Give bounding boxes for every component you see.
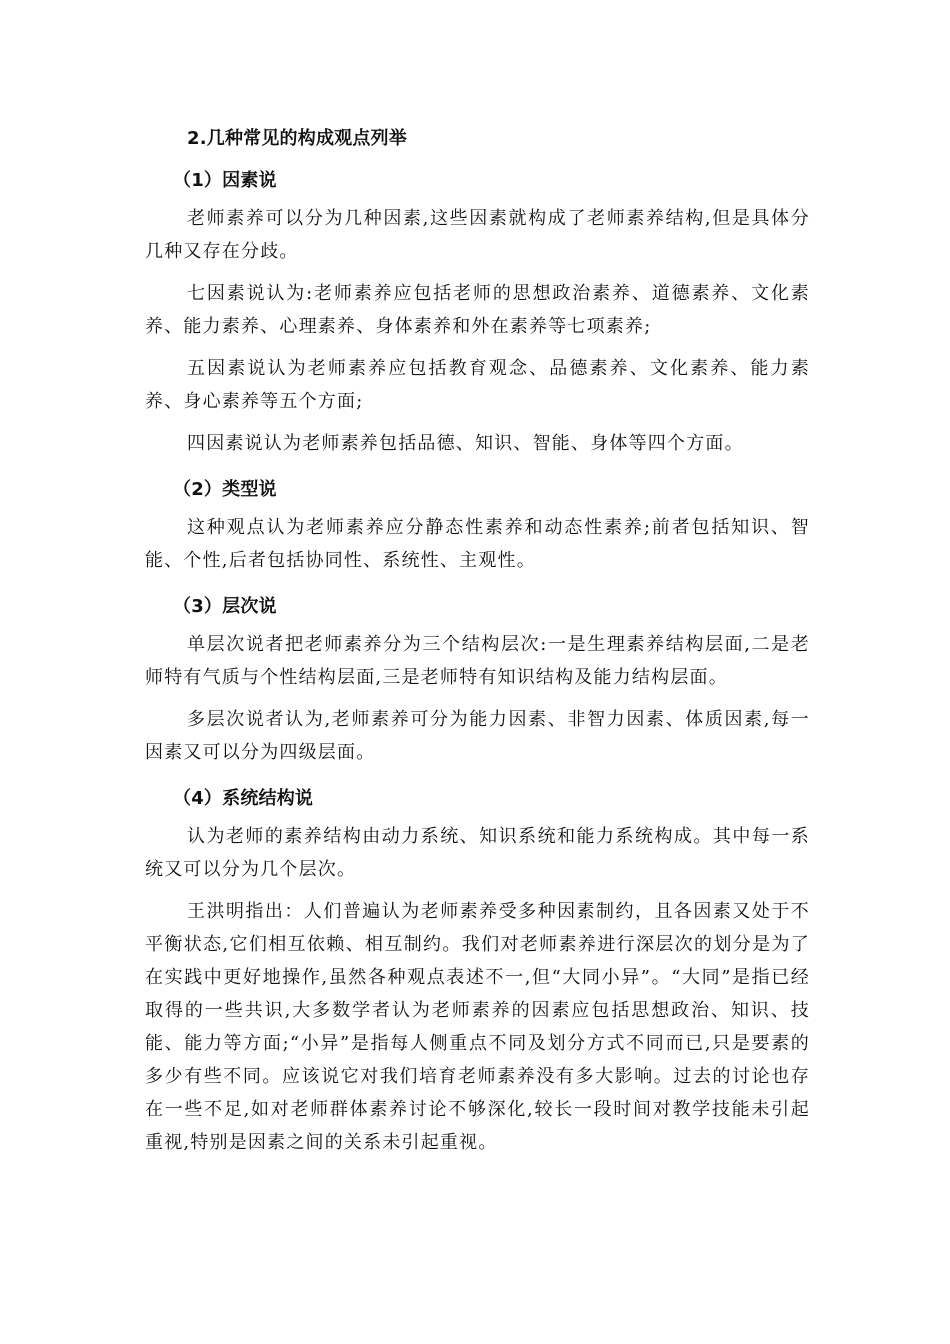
paragraph-multi-level: 多层次说者认为,老师素养可分为能力因素、非智力因素、体质因素,每一因素又可以分为四级层面。 [145, 709, 810, 763]
paragraph-five-factor: 五因素说认为老师素养应包括教育观念、品德素养、文化素养、能力素养、身心素养等五个方面; [145, 358, 810, 412]
paragraph-system-structure: 认为老师的素养结构由动力系统、知识系统和能力系统构成。其中每一系统又可以分为几个层次。 [145, 826, 810, 880]
heading-factor-theory: （1）因素说 [173, 170, 277, 191]
document-body [145, 118, 810, 1159]
section-title: 2.几种常见的构成观点列举 [187, 128, 407, 149]
paragraph-single-level: 单层次说者把老师素养分为三个结构层次:一是生理素养结构层面,二是老师特有气质与个性结构层面,三是老师特有知识结构及能力结构层面。 [145, 634, 810, 688]
heading-level-theory: （3）层次说 [173, 596, 277, 617]
paragraph-seven-factor: 七因素说认为:老师素养应包括老师的思想政治素养、道德素养、文化素养、能力素养、心理素养、身体素养和外在素养等七项素养; [145, 283, 810, 337]
heading-type-theory: （2）类型说 [173, 479, 277, 500]
paragraph-factor-intro: 老师素养可以分为几种因素,这些因素就构成了老师素养结构,但是具体分几种又存在分歧。 [145, 208, 810, 262]
paragraph-type-theory: 这种观点认为老师素养应分静态性素养和动态性素养;前者包括知识、智能、个性,后者包括协同性、系统性、主观性。 [145, 517, 810, 571]
paragraph-wang-hongming: 王洪明指出：人们普遍认为老师素养受多种因素制约，且各因素又处于不平衡状态,它们相互依赖、相互制约。我们对老师素养进行深层次的划分是为了在实践中更好地操作,虽然各种观点表述不一,但“大同小异”。“大同”是指已经取得的一些共识,大多数学者认为老师素养的因素应包括思想政治、知识、技能、能力等方面;“小异”是指每人侧重点不同及划分方式不同而已,只是要素的多少有些不同。应该说它对我们培育老师素养没有多大影响。过去的讨论也存在一些不足,如对老师群体素养讨论不够深化,较长一段时间对教学技能未引起重视,特别是因素之间的关系未引起重视。 [145, 901, 810, 1153]
paragraph-four-factor: 四因素说认为老师素养包括品德、知识、智能、身体等四个方面。 [187, 433, 744, 454]
heading-system-theory: （4）系统结构说 [173, 788, 314, 809]
